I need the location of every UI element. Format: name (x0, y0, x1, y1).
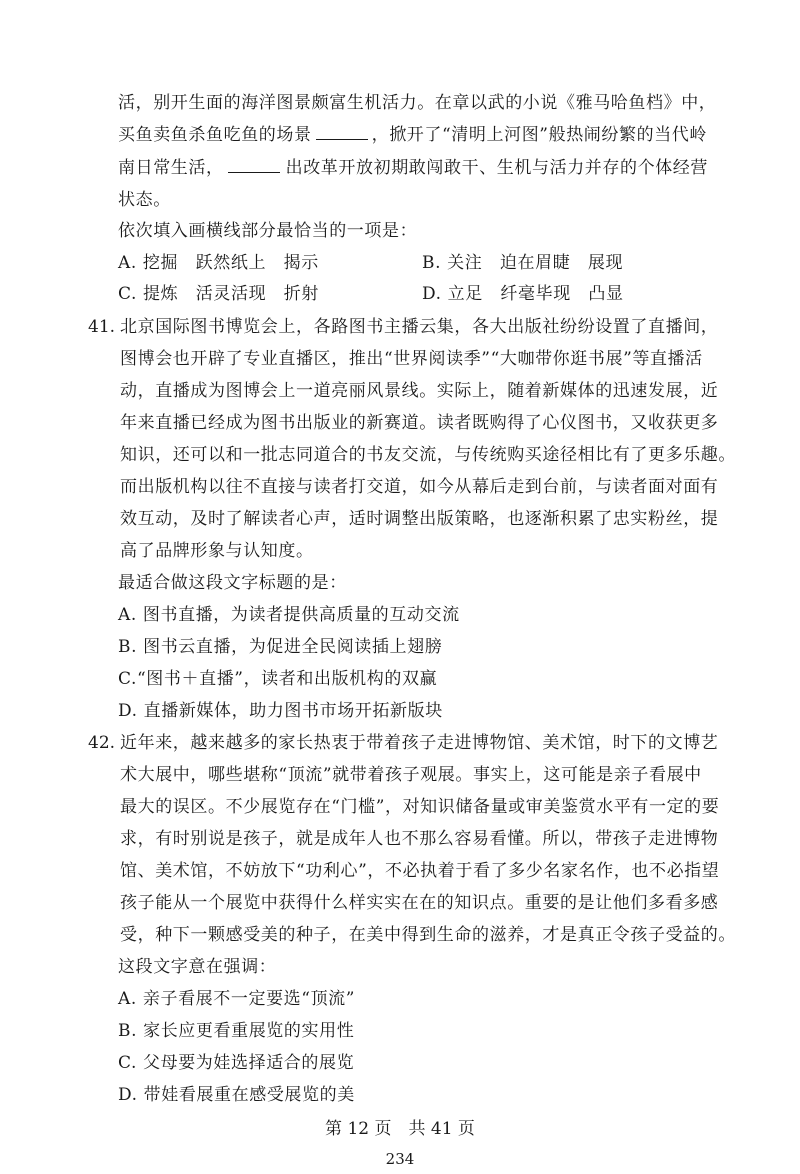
q40-option-a[interactable]: A. 挖掘 跃然纸上 揭示 (118, 253, 319, 273)
q41-passage-line-4: 年来直播已经成为图书出版业的新赛道。读者既购得了心仪图书，又收获更多 (120, 413, 719, 433)
q40-option-d[interactable]: D. 立足 纤毫毕现 凸显 (422, 284, 624, 304)
fill-blank-2 (228, 158, 280, 173)
q41-passage-line-3: 动，直播成为图博会上一道亮丽风景线。实际上，随着新媒体的迅速发展，近 (120, 381, 719, 401)
q40-passage-line-4: 状态。 (118, 190, 171, 210)
q41-option-c[interactable]: C.“图书＋直播”，读者和出版机构的双赢 (118, 669, 438, 689)
q40-passage-line-3b: 出改革开放初期敢闯敢干、生机与活力并存的个体经营 (285, 158, 709, 178)
q42-prompt: 这段文字意在强调： (118, 957, 277, 977)
q40-passage-line-2a: 买鱼卖鱼杀鱼吃鱼的场景 (118, 125, 312, 145)
q41-passage-line-6: 而出版机构以往不直接与读者打交道，如今从幕后走到台前，与读者面对面有 (120, 477, 719, 497)
q41-passage-line-1: 北京国际图书博览会上，各路图书主播云集，各大出版社纷纷设置了直播间， (120, 317, 719, 337)
q41-option-b[interactable]: B. 图书云直播，为促进全民阅读插上翅膀 (118, 637, 443, 657)
q42-passage-line-7: 受，种下一颗感受美的种子，在美中得到生命的滋养，才是真正令孩子受益的。 (120, 925, 736, 945)
fill-blank-1 (316, 125, 368, 140)
q40-passage-line-3 (118, 157, 708, 179)
q40-passage-line-3a: 南日常生活， (118, 158, 224, 178)
q41-option-d[interactable]: D. 直播新媒体，助力图书市场开拓新版块 (118, 701, 443, 721)
q40-passage-line-2b: ，掀开了“清明上河图”般热闹纷繁的当代岭 (371, 125, 707, 145)
q41-passage-line-8: 高了品牌形象与认知度。 (120, 541, 314, 561)
q41-passage-line-2: 图博会也开辟了专业直播区，推出“世界阅读季”“大咖带你逛书展”等直播活 (120, 349, 703, 369)
page-number: 234 (385, 1150, 415, 1168)
q42-passage-line-2: 术大展中，哪些堪称“顶流”就带着孩子观展。事实上，这可能是亲子看展中 (120, 765, 702, 785)
q40-passage-line-2 (118, 124, 707, 146)
q42-option-d[interactable]: D. 带娃看展重在感受展览的美 (118, 1085, 355, 1105)
q40-option-b[interactable]: B. 关注 迫在眉睫 展现 (422, 253, 624, 273)
page-indicator: 第 12 页 共 41 页 (325, 1119, 475, 1139)
q41-passage-line-5: 知识，还可以和一批志同道合的书友交流，与传统购买途径相比有了更多乐趣。 (120, 445, 736, 465)
q42-passage-line-4: 求，有时别说是孩子，就是成年人也不那么容易看懂。所以，带孩子走进博物 (120, 829, 719, 849)
q42-passage-line-6: 孩子能从一个展览中获得什么样实实在在的知识点。重要的是让他们多看多感 (120, 893, 719, 913)
q41-passage-line-7: 效互动，及时了解读者心声，适时调整出版策略，也逐渐积累了忠实粉丝，提 (120, 509, 719, 529)
q40-option-c[interactable]: C. 提炼 活灵活现 折射 (118, 284, 320, 304)
q42-passage-line-1: 近年来，越来越多的家长热衷于带着孩子走进博物馆、美术馆，时下的文博艺 (120, 733, 719, 753)
q42-option-c[interactable]: C. 父母要为娃选择适合的展览 (118, 1053, 355, 1073)
q40-passage-line-1: 活，别开生面的海洋图景颇富生机活力。在章以武的小说《雅马哈鱼档》中， (118, 93, 717, 113)
q42-number: 42. (88, 733, 116, 753)
q41-prompt: 最适合做这段文字标题的是： (118, 573, 347, 593)
q41-number: 41. (88, 317, 116, 337)
q41-option-a[interactable]: A. 图书直播，为读者提供高质量的互动交流 (118, 605, 460, 625)
q40-prompt: 依次填入画横线部分最恰当的一项是： (118, 221, 418, 241)
q42-option-b[interactable]: B. 家长应更看重展览的实用性 (118, 1021, 355, 1041)
q42-passage-line-5: 馆、美术馆，不妨放下“功利心”，不必执着于看了多少名家名作，也不必指望 (120, 861, 720, 881)
q42-option-a[interactable]: A. 亲子看展不一定要选“顶流” (118, 989, 356, 1009)
q42-passage-line-3: 最大的误区。不少展览存在“门槛”，对知识储备量或审美鉴赏水平有一定的要 (120, 797, 720, 817)
